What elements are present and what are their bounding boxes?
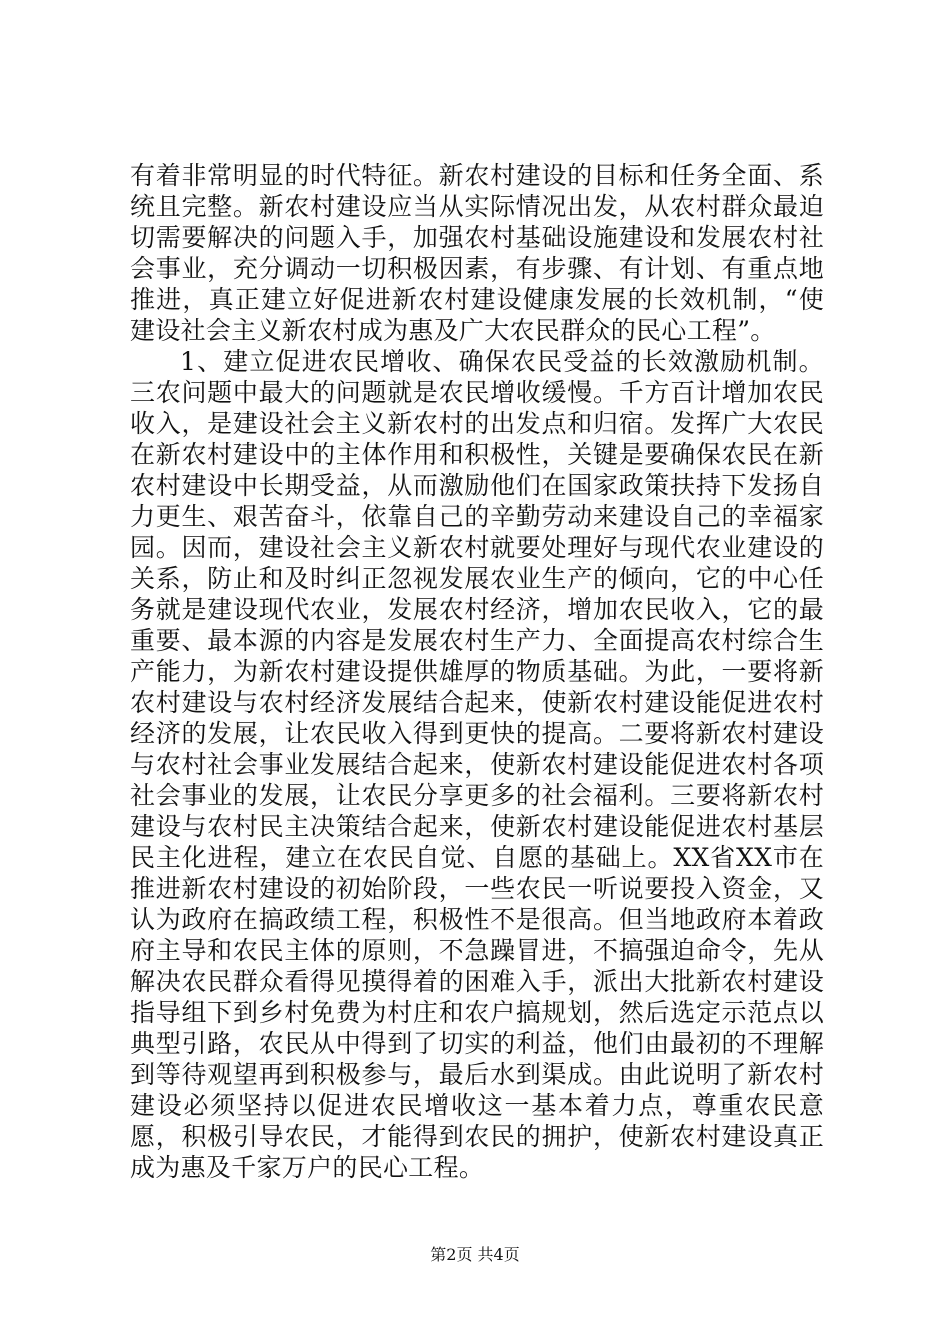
page-number-footer: 第2页 共4页 xyxy=(430,1245,520,1264)
paragraph-incentive-mechanism: 1、建立促进农民增收、确保农民受益的长效激励机制。三农问题中最大的问题就是农民增收缓慢。千方百计增加农民收入，是建设社会主义新农村的出发点和归宿。发挥广大农民在新农村建设中的主体作用和积极性，关键是要确保农民在新农村建设中长期受益，从而激励他们在国家政策扶持下发扬自力更生、艰苦奋斗，依靠自己的辛勤劳动来建设自己的幸福家园。因而，建设社会主义新农村就要处理好与现代农业建设的关系，防止和及时纠正忽视发展农业生产的倾向，它的中心任务就是建设现代农业，发展农村经济，增加农民收入，它的最重要、最本源的内容是发展农村生产力、全面提高农村综合生产能力，为新农村建设提供雄厚的物质基础。为此，一要将新农村建设与农村经济发展结合起来，使新农村建设能促进农村经济的发展，让农民收入得到更快的提高。二要将新农村建设与农村社会事业发展结合起来，使新农村建设能促进农村各项社会事业的发展，让农民分享更多的社会福利。三要将新农村建设与农村民主决策结合起来，使新农村建设能促进农村基层民主化进程，建立在农民自觉、自愿的基础上。XX省XX市在推进新农村建设的初始阶段，一些农民一听说要投入资金，又认为政府在搞政绩工程，积极性不是很高。但当地政府本着政府主导和农民主体的原则，不急躁冒进，不搞强迫命令，先从解决农民群众看得见摸得着的困难入手，派出大批新农村建设指导组下到乡村免费为村庄和农户搞规划，然后选定示范点以典型引路，农民从中得到了切实的利益，他们由最初的不理解到等待观望再到积极参与，最后水到渠成。由此说明了新农村建设必须坚持以促进农民增收这一基本着力点，尊重农民意愿，积极引导农民，才能得到农民的拥护，使新农村建设真正成为惠及千家万户的民心工程。 xyxy=(130,347,824,1182)
paragraph-intro: 有着非常明显的时代特征。新农村建设的目标和任务全面、系统且完整。新农村建设应当从实际情况出发，从农村群众最迫切需要解决的问题入手，加强农村基础设施建设和发展农村社会事业，充分调动一切积极因素，有步骤、有计划、有重点地推进，真正建立好促进新农村建设健康发展的长效机制，“使建设社会主义新农村成为惠及广大农民群众的民心工程”。 xyxy=(130,161,824,345)
document-body xyxy=(130,160,824,1183)
